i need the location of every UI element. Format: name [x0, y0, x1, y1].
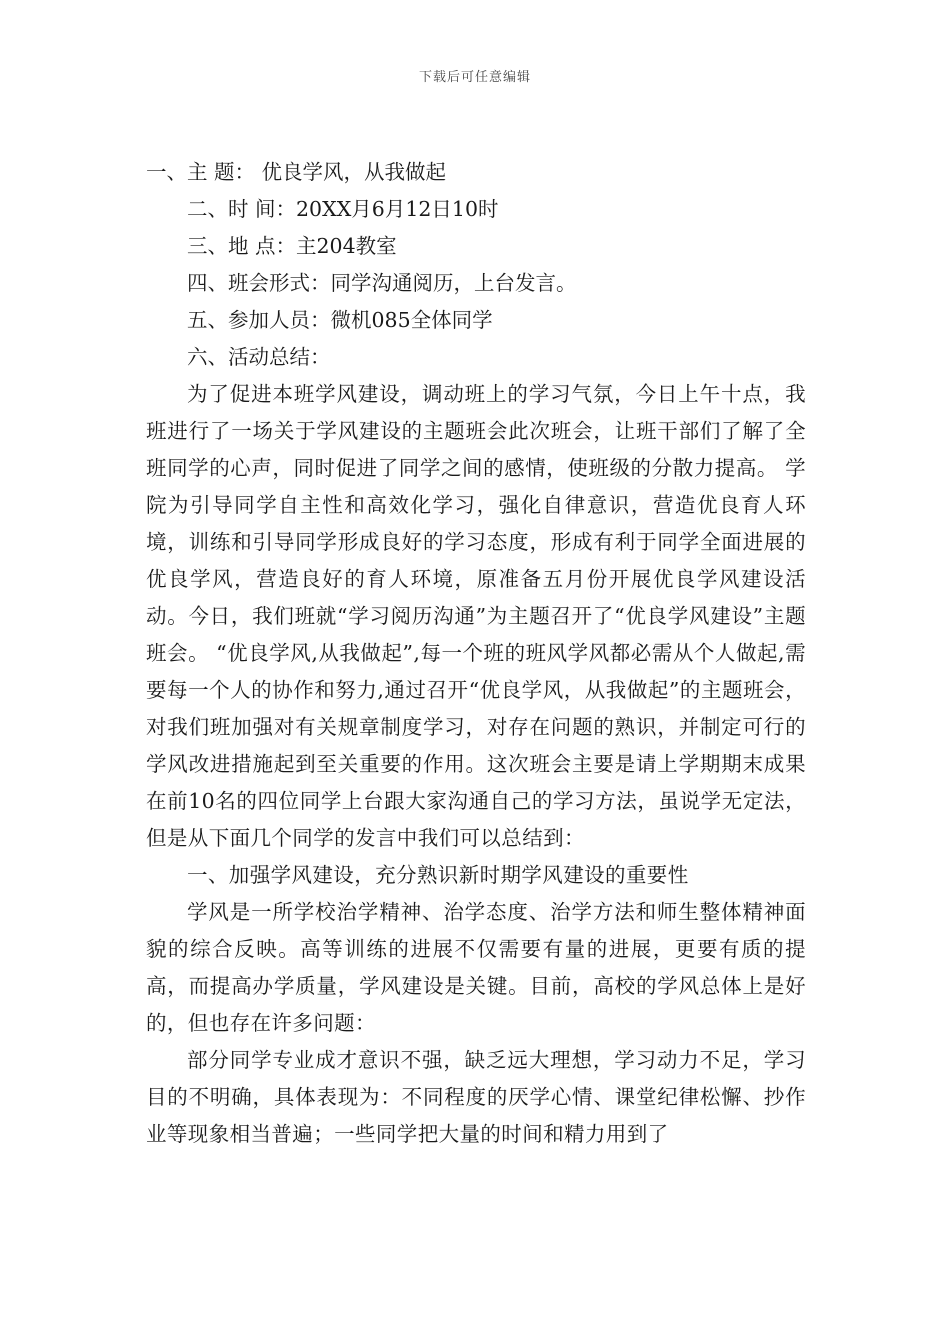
outline-item-format: 四、班会形式：同学沟通阅历，上台发言。: [187, 271, 577, 295]
outline-item-participants: 五、参加人员：微机085全体同学: [187, 308, 493, 332]
outline-item-topic: 一、主 题： 优良学风，从我做起: [146, 160, 447, 184]
paragraph-study-style: 学风是一所学校治学精神、治学态度、治学方法和师生整体精神面貌的综合反映。高等训练的进展不仅需要有量的进展，更要有质的提高，而提高办学质量，学风建设是关键。目前，高校的学风总体上是好的，但也存在许多问题：: [146, 900, 806, 1035]
paragraph-intro: 为了促进本班学风建设，调动班上的学习气氛，今日上午十点，我班进行了一场关于学风建设的主题班会此次班会，让班干部们了解了全班同学的心声，同时促进了同学之间的感情，使班级的分散力提高。 学院为引导同学自主性和高效化学习，强化自律意识，营造优良育人环境，训练和引导同学形成良好的学习态度，形成有利于同学全面进展的优良学风，营造良好的育人环境，原准备五月份开展优良学风建设活动。今日，我们班就“学习阅历沟通”为主题召开了“优良学风建设”主题班会。 “优良学风,从我做起”,每一个班的班风学风都必需从个人做起,需要每一个人的协作和努力,通过召开“优良学风，从我做起”的主题班会，对我们班加强对有关规章制度学习，对存在问题的熟识，并制定可行的学风改进措施起到至关重要的作用。这次班会主要是请上学期期末成果在前10名的四位同学上台跟大家沟通自己的学习方法，虽说学无定法，但是从下面几个同学的发言中我们可以总结到：: [146, 382, 806, 850]
section-heading: 一、加强学风建设，充分熟识新时期学风建设的重要性: [187, 863, 689, 887]
outline-item-time: 二、时 间：20XX月6月12日10时: [187, 197, 499, 221]
paragraph-problems: 部分同学专业成才意识不强，缺乏远大理想，学习动力不足，学习目的不明确，具体表现为：不同程度的厌学心情、课堂纪律松懈、抄作业等现象相当普遍；一些同学把大量的时间和精力用到了: [146, 1048, 806, 1146]
outline-item-summary: 六、活动总结：: [187, 345, 331, 369]
document-body: [146, 154, 806, 1153]
page-header-note: 下载后可任意编辑: [418, 70, 531, 85]
outline-item-place: 三、地 点：主204教室: [187, 234, 397, 258]
